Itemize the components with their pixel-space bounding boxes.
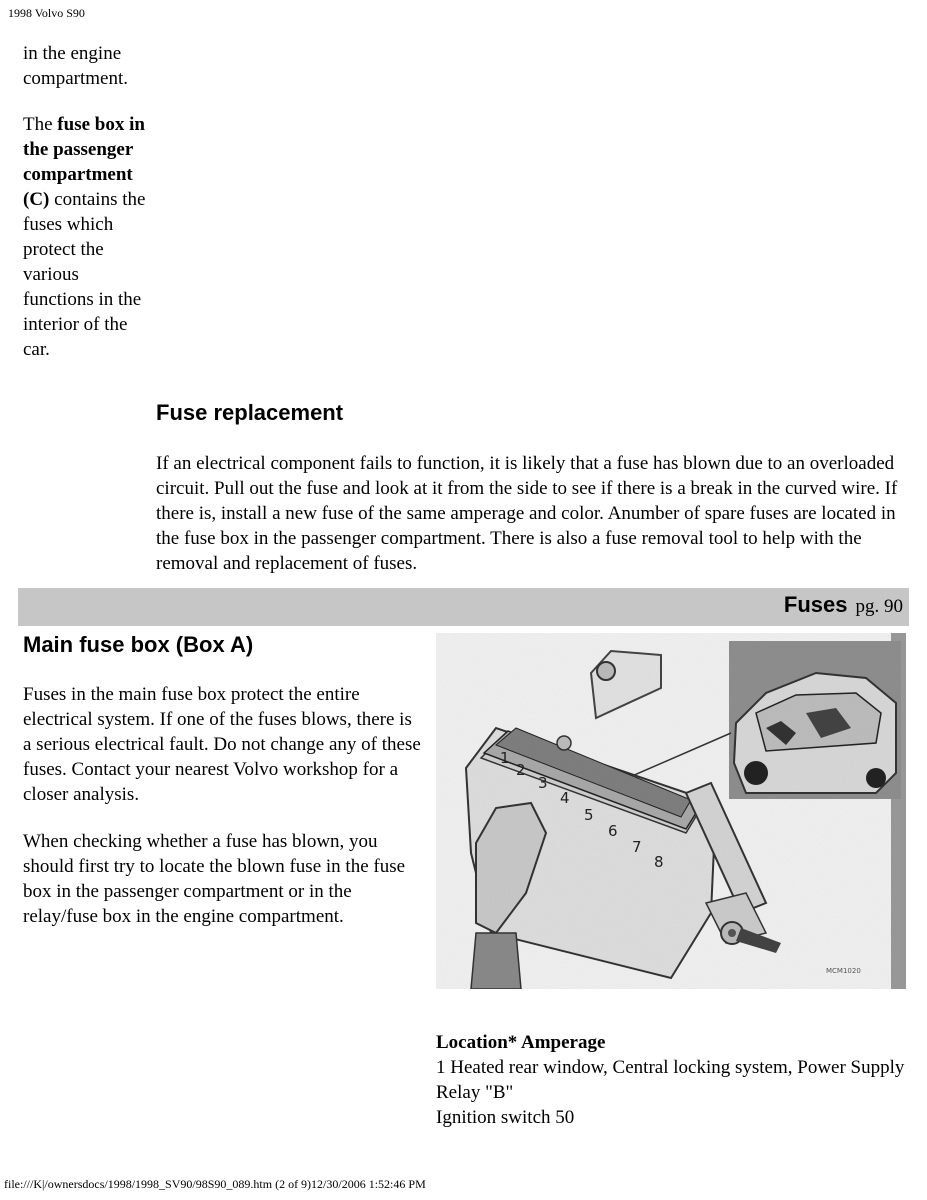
section-bar-page-link[interactable]: pg. 90 [855, 596, 903, 617]
main-fuse-box-illustration [436, 633, 906, 989]
fuse-number-1: 1 [500, 749, 510, 767]
main-fuse-box-heading: Main fuse box (Box A) [23, 632, 254, 657]
fuse-number-5: 5 [584, 806, 594, 824]
section-bar-label [784, 592, 903, 618]
section-bar-title: Fuses [783, 592, 848, 617]
intro-paragraph-2 [23, 112, 153, 362]
main-fuse-box-paragraph-2: When checking whether a fuse has blown, you should first try to locate the blown fuse in the fuse box in the passenger compartment or in the relay/fuse box in the engine compartment. [23, 831, 406, 927]
intro-p2-bold-fuse-box: fuse box in the passenger compartment [23, 114, 145, 185]
main-fuse-box-paragraph-1: Fuses in the main fuse box protect the entire electrical system. If one of the fuses blows, there is a serious electrical fault. Do not change any of these fuses. Contact your nearest Volvo workshop for a closer analysis. [23, 684, 421, 805]
fuse-number-7: 7 [632, 838, 642, 856]
intro-p2-prefix: The [23, 114, 58, 135]
fuse-number-6: 6 [608, 822, 618, 840]
location-amperage-block [436, 1030, 906, 1130]
fuse-replacement-body: If an electrical component fails to function, it is likely that a fuse has blown due to an overloaded circuit. Pull out the fuse and look at it from the side to see if there is a break in the curved wire. If there is, install a new fuse of the same amperage and color. Anumber of spare fuses are located in the fuse box in the passenger compartment. There is also a fuse removal tool to help with the removal and replacement of fuses. [156, 453, 898, 574]
fuse-number-8: 8 [654, 853, 664, 871]
intro-paragraph-1: in the engine compartment. [23, 43, 128, 89]
location-table-header: Location* Amperage [436, 1032, 606, 1053]
document-header-title: 1998 Volvo S90 [8, 6, 85, 20]
section-bar [18, 588, 909, 626]
location-row-1: 1 Heated rear window, Central locking system, Power Supply Relay "B" [436, 1057, 905, 1103]
fuse-number-2: 2 [516, 761, 526, 779]
document-footer-path: file:///K|/ownersdocs/1998/1998_SV90/98S90_089.htm (2 of 9)12/30/2006 1:52:46 PM [4, 1177, 426, 1191]
intro-p2-bold-c: (C) [23, 189, 50, 210]
figure-code: MCM1020 [826, 967, 861, 975]
fuse-replacement-heading: Fuse replacement [156, 400, 344, 425]
location-row-2: Ignition switch 50 [436, 1107, 575, 1128]
fuse-number-4: 4 [560, 789, 570, 807]
fuse-number-3: 3 [538, 774, 548, 792]
intro-p2-suffix: contains the fuses which protect the various functions in the interior of the car. [23, 189, 146, 360]
